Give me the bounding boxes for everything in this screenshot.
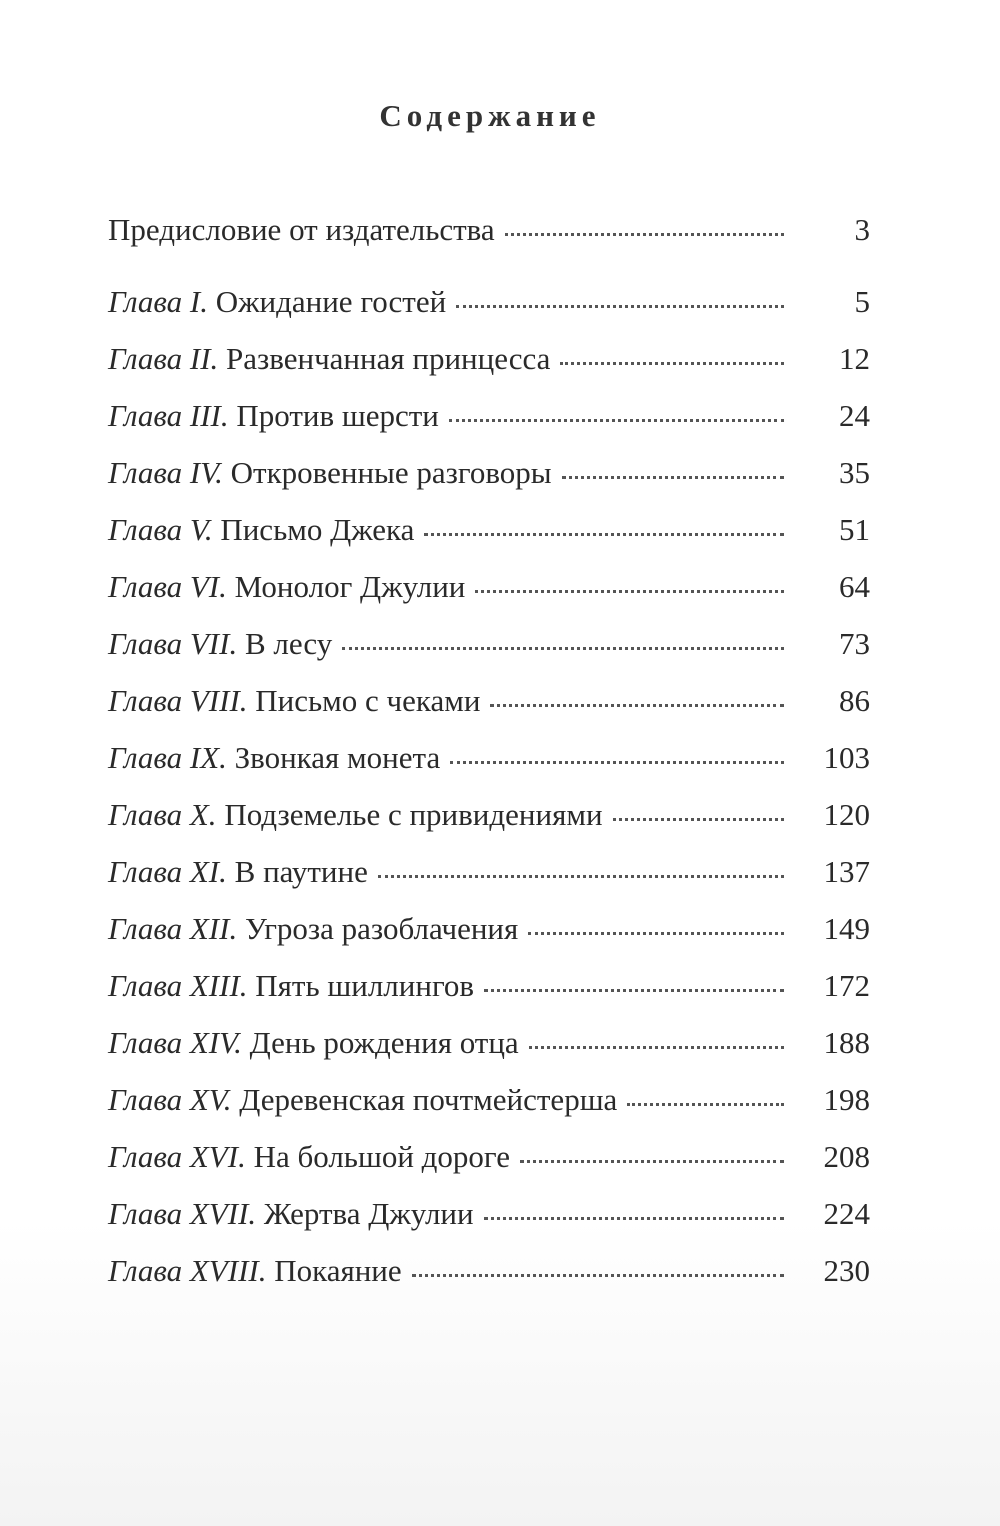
chapter-title: День рождения отца	[249, 1025, 519, 1060]
dot-leader	[520, 1160, 784, 1163]
chapter-number: Глава XIV.	[108, 1025, 242, 1060]
toc-page-number: 149	[823, 911, 870, 946]
toc-row-preface	[108, 210, 870, 250]
toc-row-chapter	[108, 282, 870, 322]
toc-entry-label	[108, 624, 332, 664]
dot-leader	[505, 233, 784, 236]
dot-leader	[528, 932, 784, 935]
toc-row-chapter	[108, 1251, 870, 1291]
chapter-number: Глава VI.	[108, 569, 227, 604]
toc-entry-label	[108, 510, 414, 550]
toc-row-chapter	[108, 396, 870, 436]
toc-entry-label	[108, 339, 550, 379]
chapter-title: Жертва Джулии	[263, 1196, 474, 1231]
toc-row-chapter	[108, 453, 870, 493]
chapter-title: Пять шиллингов	[255, 968, 475, 1003]
dot-leader	[613, 818, 784, 821]
chapter-number: Глава IX.	[108, 740, 227, 775]
chapter-number: Глава III.	[108, 398, 229, 433]
chapter-title: Угроза разоблачения	[244, 911, 519, 946]
toc-entry-label: Предисловие от издательства	[108, 212, 495, 247]
dot-leader	[378, 875, 784, 878]
toc-page-number: 51	[839, 512, 870, 547]
toc-page-number: 24	[839, 398, 870, 433]
toc-entry-label	[108, 396, 439, 436]
toc-entry-label	[108, 567, 465, 607]
chapter-title: Письмо с чеками	[255, 683, 481, 718]
toc-entry-label	[108, 282, 446, 322]
chapter-number: Глава XI.	[108, 854, 227, 889]
chapter-title: Монолог Джулии	[234, 569, 466, 604]
toc-entry-label	[108, 795, 603, 835]
chapter-number: Глава VII.	[108, 626, 238, 661]
toc-entry-label	[108, 966, 474, 1006]
chapter-title: Покаяние	[274, 1253, 402, 1288]
toc-page-number: 224	[823, 1196, 870, 1231]
toc-page-number: 198	[823, 1082, 870, 1117]
toc-entry-label	[108, 1080, 617, 1120]
chapter-number: Глава V.	[108, 512, 213, 547]
toc-entry-label	[108, 1137, 510, 1177]
toc-row-chapter	[108, 339, 870, 379]
dot-leader	[627, 1103, 784, 1106]
toc-page-number: 137	[823, 854, 870, 889]
toc-row-chapter	[108, 510, 870, 550]
toc-page-number: 120	[823, 797, 870, 832]
dot-leader	[450, 761, 784, 764]
toc-page-number: 73	[839, 626, 870, 661]
toc-page-number: 12	[839, 341, 870, 376]
dot-leader	[424, 533, 784, 536]
dot-leader	[529, 1046, 784, 1049]
chapter-number: Глава VIII.	[108, 683, 248, 718]
toc-entry-label	[108, 1194, 474, 1234]
chapter-number: Глава X.	[108, 797, 217, 832]
chapter-number: Глава XII.	[108, 911, 238, 946]
toc-page-number: 230	[823, 1253, 870, 1288]
chapter-number: Глава XVI.	[108, 1139, 246, 1174]
toc-entry-label	[108, 681, 480, 721]
chapter-title: В лесу	[244, 626, 333, 661]
toc-entry-label	[108, 453, 552, 493]
dot-leader	[484, 989, 784, 992]
chapter-number: Глава XV.	[108, 1082, 232, 1117]
chapter-number: Глава XVII.	[108, 1196, 257, 1231]
toc-row-chapter	[108, 852, 870, 892]
toc-page-number: 64	[839, 569, 870, 604]
chapter-number: Глава I.	[108, 284, 208, 319]
toc-page-number: 5	[854, 284, 870, 319]
chapter-title: В паутине	[234, 854, 368, 889]
toc-row-chapter	[108, 795, 870, 835]
chapter-title: Ожидание гостей	[215, 284, 447, 319]
chapter-number: Глава XVIII.	[108, 1253, 267, 1288]
chapter-title: Деревенская почтмейстерша	[239, 1082, 618, 1117]
chapter-number: Глава II.	[108, 341, 219, 376]
toc-page-number: 172	[823, 968, 870, 1003]
chapter-number: Глава XIII.	[108, 968, 248, 1003]
dot-leader	[562, 476, 784, 479]
toc-page-number: 86	[839, 683, 870, 718]
toc-row-chapter	[108, 966, 870, 1006]
dot-leader	[456, 305, 784, 308]
toc-page-number: 103	[823, 740, 870, 775]
toc-entry-label	[108, 738, 440, 778]
chapter-title: Против шерсти	[236, 398, 439, 433]
toc-row-chapter	[108, 738, 870, 778]
toc-page-number: 188	[823, 1025, 870, 1060]
toc-entry-label	[108, 852, 368, 892]
toc-row-chapter	[108, 1194, 870, 1234]
toc-entry-label	[108, 1251, 402, 1291]
dot-leader	[475, 590, 784, 593]
toc-page-number: 35	[839, 455, 870, 490]
toc-row-chapter	[108, 1023, 870, 1063]
chapter-number: Глава IV.	[108, 455, 223, 490]
toc-page-number: 208	[823, 1139, 870, 1174]
dot-leader	[484, 1217, 784, 1220]
toc-row-chapter	[108, 1137, 870, 1177]
chapter-title: На большой дороге	[253, 1139, 510, 1174]
dot-leader	[412, 1274, 784, 1277]
toc-row-chapter	[108, 1080, 870, 1120]
toc-row-chapter	[108, 681, 870, 721]
toc-entry-label	[108, 1023, 519, 1063]
dot-leader	[560, 362, 784, 365]
toc-entry-label	[108, 909, 518, 949]
chapter-title: Письмо Джека	[220, 512, 415, 547]
toc-row-chapter	[108, 567, 870, 607]
chapter-title: Звонкая монета	[234, 740, 441, 775]
chapter-title: Откровенные разговоры	[230, 455, 552, 490]
toc-page-number: 3	[854, 212, 870, 247]
chapter-title: Подземелье с привидениями	[224, 797, 603, 832]
toc-row-chapter	[108, 909, 870, 949]
dot-leader	[342, 647, 784, 650]
dot-leader	[490, 704, 784, 707]
dot-leader	[449, 419, 784, 422]
toc-row-chapter	[108, 624, 870, 664]
chapter-title: Развенчанная принцесса	[226, 341, 551, 376]
page-title: Содержание	[379, 98, 601, 133]
